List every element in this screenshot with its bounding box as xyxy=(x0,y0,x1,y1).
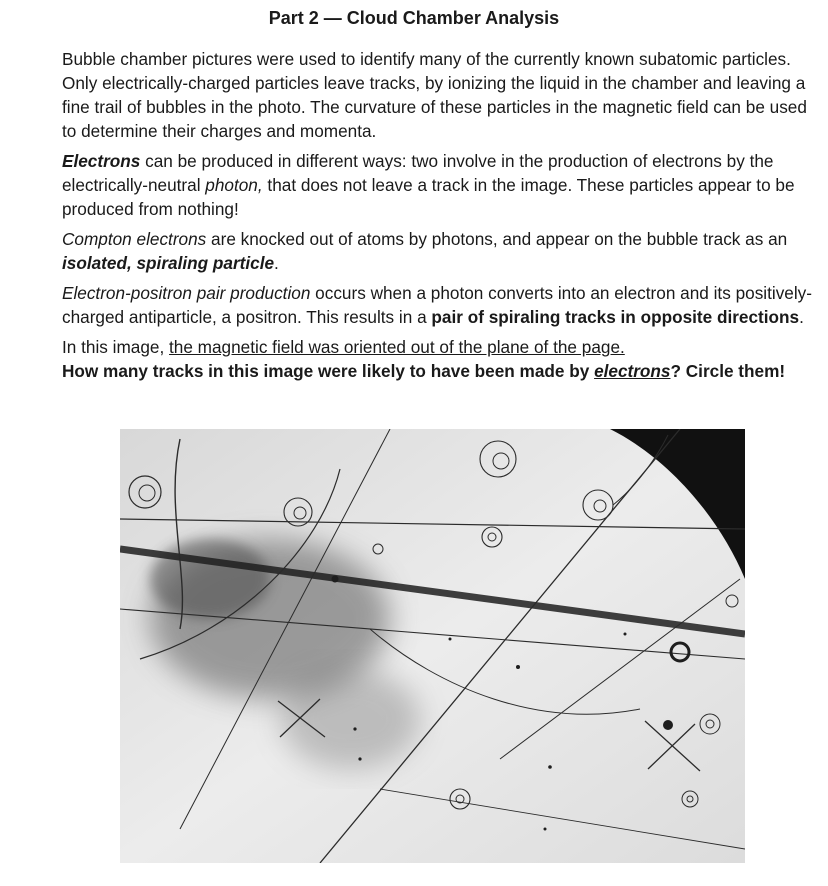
intro-paragraph: Bubble chamber pictures were used to identify many of the currently known subatomic particles. Only electrically-charged particles leave tracks, by ionizing the liquid in the chamber and leaving a fine trail of bubbles in the photo. The curvature of these particles in the magnetic field can be used to determine their charges and momenta. xyxy=(62,49,807,141)
bubble-chamber-image xyxy=(120,429,745,863)
photon-term: photon, xyxy=(205,175,263,195)
isolated-spiral-emphasis: isolated, spiraling particle xyxy=(62,253,275,273)
field-orientation: the magnetic field was oriented out of the plane of the page. xyxy=(169,337,625,357)
body-text xyxy=(62,47,812,383)
electrons-question-term: electrons xyxy=(594,361,671,381)
electrons-paragraph: Electrons can be produced in different ways: two involve in the production of electrons by the electrically-neutral photon, that does not leave a track in the image. These particles appear to be produced from nothing! xyxy=(62,151,795,219)
page-title: Part 2 — Cloud Chamber Analysis xyxy=(268,8,560,28)
pair-production-paragraph: Electron-positron pair production occurs when a photon converts into an electron and its positively-charged antiparticle, a positron. This results in a pair of spiraling tracks in opposite directions. xyxy=(62,283,812,327)
bubble-chamber-photo xyxy=(120,429,745,863)
pair-tracks-emphasis: pair of spiraling tracks in opposite directions xyxy=(431,307,800,327)
question-text: How many tracks in this image were likely to have been made by electrons? Circle them! xyxy=(62,361,786,381)
question-paragraph: In this image, the magnetic field was oriented out of the plane of the page. How many tracks in this image were likely to have been made by electrons? Circle them! xyxy=(62,337,786,381)
dark-smudge-core xyxy=(150,539,270,619)
pair-production-term: Electron-positron pair production xyxy=(62,283,311,303)
compton-paragraph: Compton electrons are knocked out of atoms by photons, and appear on the bubble track as an isolated, spiraling particle. xyxy=(62,229,788,273)
electrons-term: Electrons xyxy=(62,151,141,171)
compton-term: Compton electrons xyxy=(62,229,207,249)
